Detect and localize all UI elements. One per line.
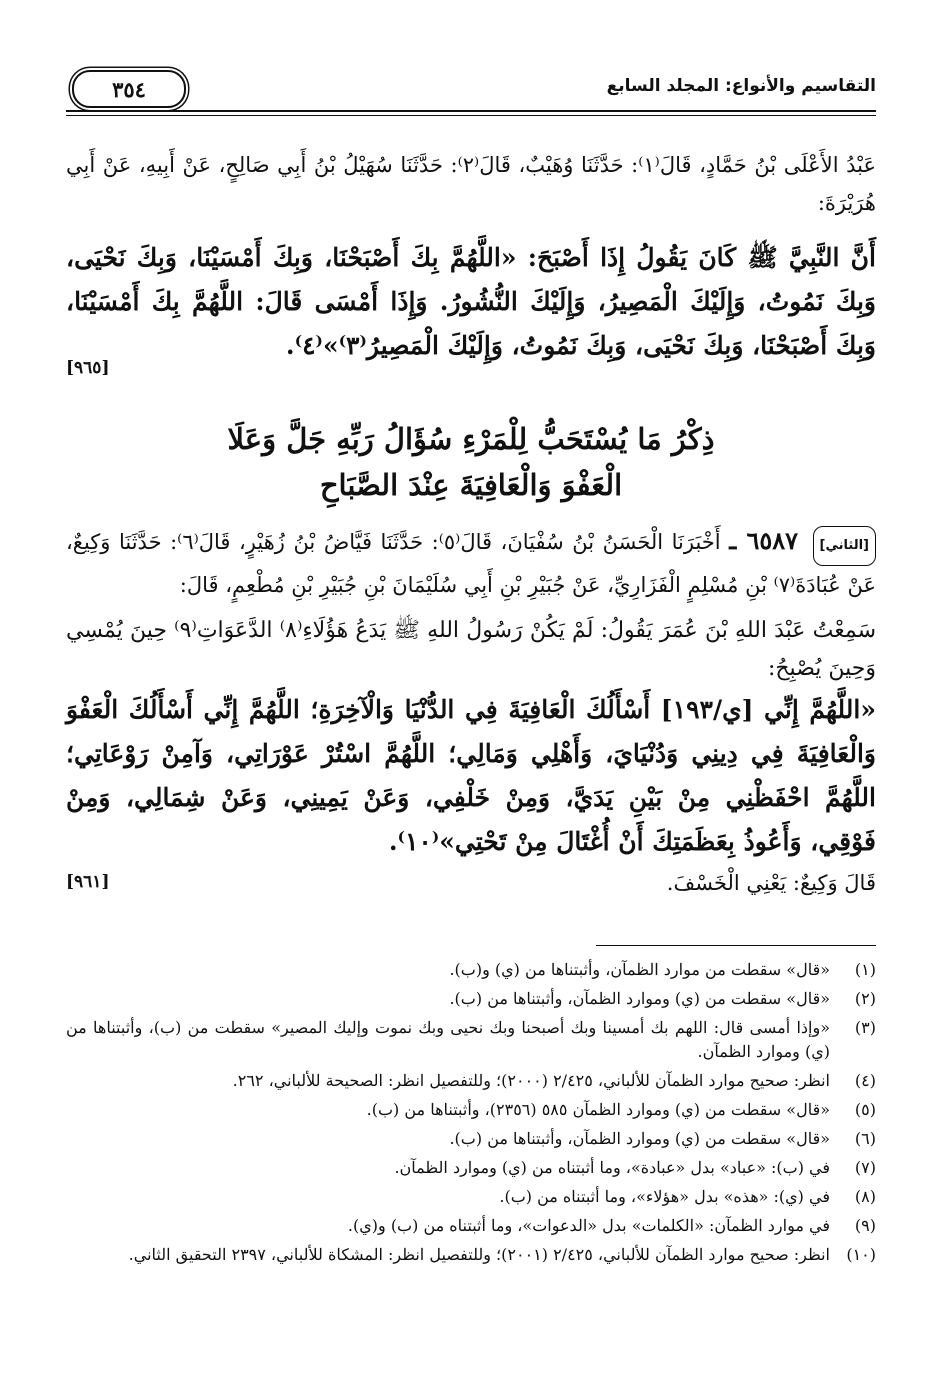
footnote-item bbox=[66, 1185, 876, 1209]
sanad-paragraph-2 bbox=[66, 522, 876, 604]
page-header bbox=[66, 70, 876, 110]
footnote-item bbox=[66, 1098, 876, 1122]
footnote-text: «قال» سقطت من موارد الظمآن، وأثبتناها من (ي) و(ب). bbox=[449, 960, 830, 979]
chapter-heading-line-2: الْعَفْوَ وَالْعَافِيَةَ عِنْدَ الصَّبَاحِ bbox=[319, 468, 623, 502]
hadith-reference-2: [٩٦١] bbox=[66, 872, 110, 892]
hadith-type-badge: [الثاني] bbox=[813, 526, 876, 566]
running-title: التقاسيم والأنواع: المجلد السابع bbox=[606, 76, 876, 96]
footnote-item bbox=[66, 1243, 876, 1267]
footnote-text: انظر: صحيح موارد الظمآن للألباني، ٢/٤٢٥ (٢٠٠١)؛ وللتفصيل انظر: المشكاة للألباني، ٢٣٩٧ التحقيق الثاني. bbox=[128, 1245, 830, 1264]
hadith-number: ٦٥٨٧ ـ bbox=[729, 526, 798, 555]
footnote-item bbox=[66, 958, 876, 982]
footnote-number: (٣) bbox=[854, 1018, 876, 1037]
header-rule bbox=[66, 110, 876, 112]
footnote-text: انظر: صحيح موارد الظمآن للألباني، ٢/٤٢٥ (٢٠٠٠)؛ وللتفصيل انظر: الصحيحة للألباني، ٢٦٢. bbox=[232, 1071, 830, 1090]
footnote-item bbox=[66, 1069, 876, 1093]
hadith-2-closing: قَالَ وَكِيعٌ: يَعْنِي الْخَسْفَ. bbox=[666, 871, 876, 895]
footnote-number: (٩) bbox=[854, 1216, 876, 1235]
footnote-text: في (ب): «عباد» بدل «عبادة»، وما أثبتناه من (ي) وموارد الظمآن. bbox=[394, 1158, 830, 1177]
footnotes-list bbox=[66, 958, 876, 1272]
footnote-text: «قال» سقطت من (ي) وموارد الظمآن ٥٨٥ (٢٣٥٦)، وأثبتناها من (ب). bbox=[366, 1100, 830, 1119]
footnote-item bbox=[66, 1214, 876, 1238]
footnote-number: (٨) bbox=[854, 1187, 876, 1206]
footnote-number: (٤) bbox=[854, 1071, 876, 1090]
hadith-text-2: «اللَّهُمَّ إِنِّي [ي/١٩٣] أَسْأَلُكَ الْعَافِيَةَ فِي الدُّنْيَا وَالْآخِرَةِ؛ اللَّهُمَّ إِنِّي أَسْأَلُكَ الْعَفْوَ وَالْعَافِيَةَ فِي دِينِي وَدُنْيَايَ، وَأَهْلِي وَمَالِي؛ اللَّهُمَّ اسْتُرْ عَوْرَاتِي، وَآمِنْ رَوْعَاتِي؛ اللَّهُمَّ احْفَظْنِي مِنْ بَيْنِ يَدَيَّ، وَمِنْ خَلْفِي، وَعَنْ يَمِينِي، وَعَنْ شِمَالِي، وَمِنْ فَوْقِي، وَأَعُوذُ بِعَظَمَتِكَ أَنْ أُغْتَالَ مِنْ تَحْتِي»⁽١٠⁾. bbox=[66, 695, 876, 856]
footnote-number: (٧) bbox=[854, 1158, 876, 1177]
hadith-reference-1: [٩٦٥] bbox=[66, 358, 110, 378]
footnote-item bbox=[66, 1127, 876, 1151]
footnote-number: (٥) bbox=[854, 1100, 876, 1119]
footnote-separator bbox=[596, 945, 876, 946]
footnote-text: «قال» سقطت من (ي) وموارد الظمآن، وأثبتناها من (ب). bbox=[449, 989, 830, 1008]
footnote-text: في (ي): «هذه» بدل «هؤلاء»، وما أثبتناه من (ب). bbox=[499, 1187, 830, 1206]
footnote-item bbox=[66, 1016, 876, 1064]
footnote-text: «وإذا أمسى قال: اللهم بك أمسينا وبك أصبحنا وبك نحيى وبك نموت وإليك المصير» سقطت من (ب)، وأثبتناها من (ي) وموارد الظمآن. bbox=[66, 1018, 830, 1061]
hadith-2-intro: سَمِعْتُ عَبْدَ اللهِ بْنَ عُمَرَ يَقُولُ: لَمْ يَكُنْ رَسُولُ اللهِ ﷺ يَدَعُ هَؤُلَاءِ⁽٨⁾ الدَّعَوَاتِ⁽٩⁾ حِينَ يُمْسِي وَحِينَ يُصْبِحُ: bbox=[66, 618, 876, 681]
chapter-heading-line-1: ذِكْرُ مَا يُسْتَحَبُّ لِلْمَرْءِ سُؤَالُ رَبِّهِ جَلَّ وَعَلَا bbox=[227, 422, 715, 456]
footnote-item bbox=[66, 987, 876, 1011]
footnote-number: (١) bbox=[854, 960, 876, 979]
hadith-2-sanad: أَخْبَرَنَا الْحَسَنُ بْنُ سُفْيَانَ، قَالَ⁽٥⁾: حَدَّثَنَا فَيَّاضُ بْنُ زُهَيْرٍ، قَالَ⁽٦⁾: حَدَّثَنَا وَكِيعٌ، عَنْ عُبَادَةَ⁽٧⁾ بْنِ مُسْلِمٍ الْفَزَارِيِّ، عَنْ جُبَيْرِ بْنِ أَبِي سُلَيْمَانَ بْنِ جُبَيْرِ بْنِ مُطْعِمٍ، قَالَ: bbox=[66, 530, 876, 597]
footnote-number: (٦) bbox=[854, 1129, 876, 1148]
footnote-text: «قال» سقطت من (ي) وموارد الظمآن، وأثبتناها من (ب). bbox=[449, 1129, 830, 1148]
page-number: ٣٥٤ bbox=[72, 70, 186, 108]
sanad-paragraph-1: عَبْدُ الأَعْلَى بْنُ حَمَّادٍ، قَالَ⁽١⁾: حَدَّثَنَا وُهَيْبٌ، قَالَ⁽٢⁾: حَدَّثَنَا سُهَيْلُ بْنُ أَبِي صَالِحٍ، عَنْ أَبِيهِ، عَنْ أَبِي هُرَيْرَةَ: bbox=[66, 153, 876, 215]
footnote-number: (٢) bbox=[854, 989, 876, 1008]
hadith-text-1: أَنَّ النَّبِيَّ ﷺ كَانَ يَقُولُ إِذَا أَصْبَحَ: «اللَّهُمَّ بِكَ أَصْبَحْنَا، وَبِكَ أَمْسَيْنَا، وَبِكَ نَحْيَى، وَبِكَ نَمُوتُ، وَإِلَيْكَ الْمَصِيرُ، وَإِلَيْكَ النُّشُورُ. وَإِذَا أَمْسَى قَالَ: اللَّهُمَّ بِكَ أَمْسَيْنَا، وَبِكَ أَصْبَحْنَا، وَبِكَ نَحْيَى، وَبِكَ نَمُوتُ، وَإِلَيْكَ الْمَصِيرُ⁽٣⁾»⁽٤⁾. bbox=[66, 243, 876, 360]
footnote-item bbox=[66, 1156, 876, 1180]
page bbox=[66, 60, 876, 1360]
header-rule-thin bbox=[66, 115, 876, 116]
footnote-number: (١٠) bbox=[846, 1245, 876, 1264]
footnote-text: في موارد الظمآن: «الكلمات» بدل «الدعوات»، وما أثبتناه من (ب) و(ي). bbox=[347, 1216, 830, 1235]
